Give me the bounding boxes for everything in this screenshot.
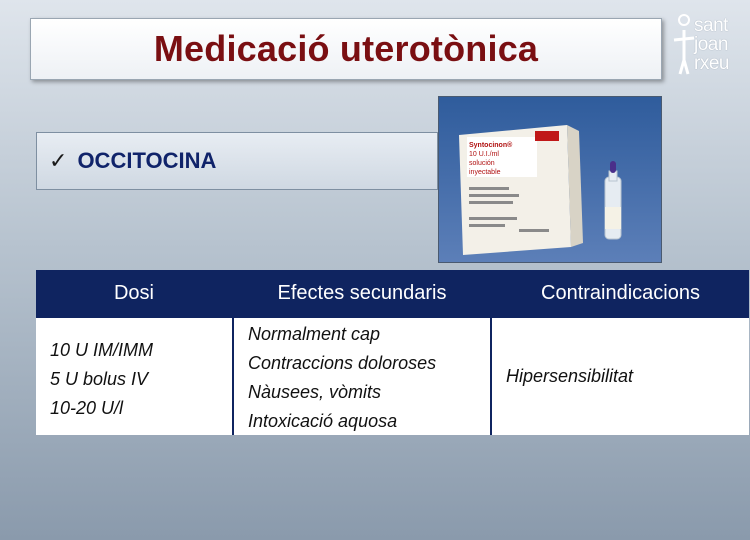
header-dosi: Dosi (36, 270, 232, 316)
list-item: 10 U IM/IMM (50, 340, 154, 360)
box-label: Syntocinon® (469, 142, 513, 149)
person-figure-icon (672, 12, 696, 78)
list-item: Contraccions doloroses (248, 353, 437, 373)
logo-line: rxeu (694, 53, 729, 74)
hospital-logo (672, 12, 744, 80)
title-box (30, 18, 662, 80)
product-photo (438, 96, 662, 263)
list-item: Hipersensibilitat (506, 366, 634, 386)
box-label: solución (469, 160, 495, 167)
logo-line: joan (694, 34, 728, 55)
list-item: 5 U bolus IV (50, 369, 149, 389)
cell-contraindicacions (492, 318, 749, 435)
header-contraindicacions: Contraindicacions (492, 270, 749, 316)
list-item: 10-20 U/l (50, 398, 124, 418)
checkmark-icon: ✓ (49, 148, 68, 173)
list-item: Intoxicació aquosa (248, 411, 398, 431)
medication-table (36, 270, 749, 435)
cell-dosi (36, 318, 232, 435)
box-label: inyectable (469, 169, 501, 176)
logo-line: sant (694, 15, 728, 36)
bullet-box (36, 132, 438, 190)
header-efectes: Efectes secundaris (234, 270, 490, 316)
slide-title: Medicació uterotònica (153, 28, 539, 69)
cell-efectes (234, 318, 490, 435)
list-item: Normalment cap (248, 324, 381, 344)
list-item: Nàusees, vòmits (248, 382, 382, 402)
bullet-text: OCCITOCINA (77, 148, 217, 173)
product-photo-illustration (439, 97, 661, 262)
logo-wordmark (694, 16, 729, 73)
box-label: 10 U.I./ml (469, 151, 499, 158)
